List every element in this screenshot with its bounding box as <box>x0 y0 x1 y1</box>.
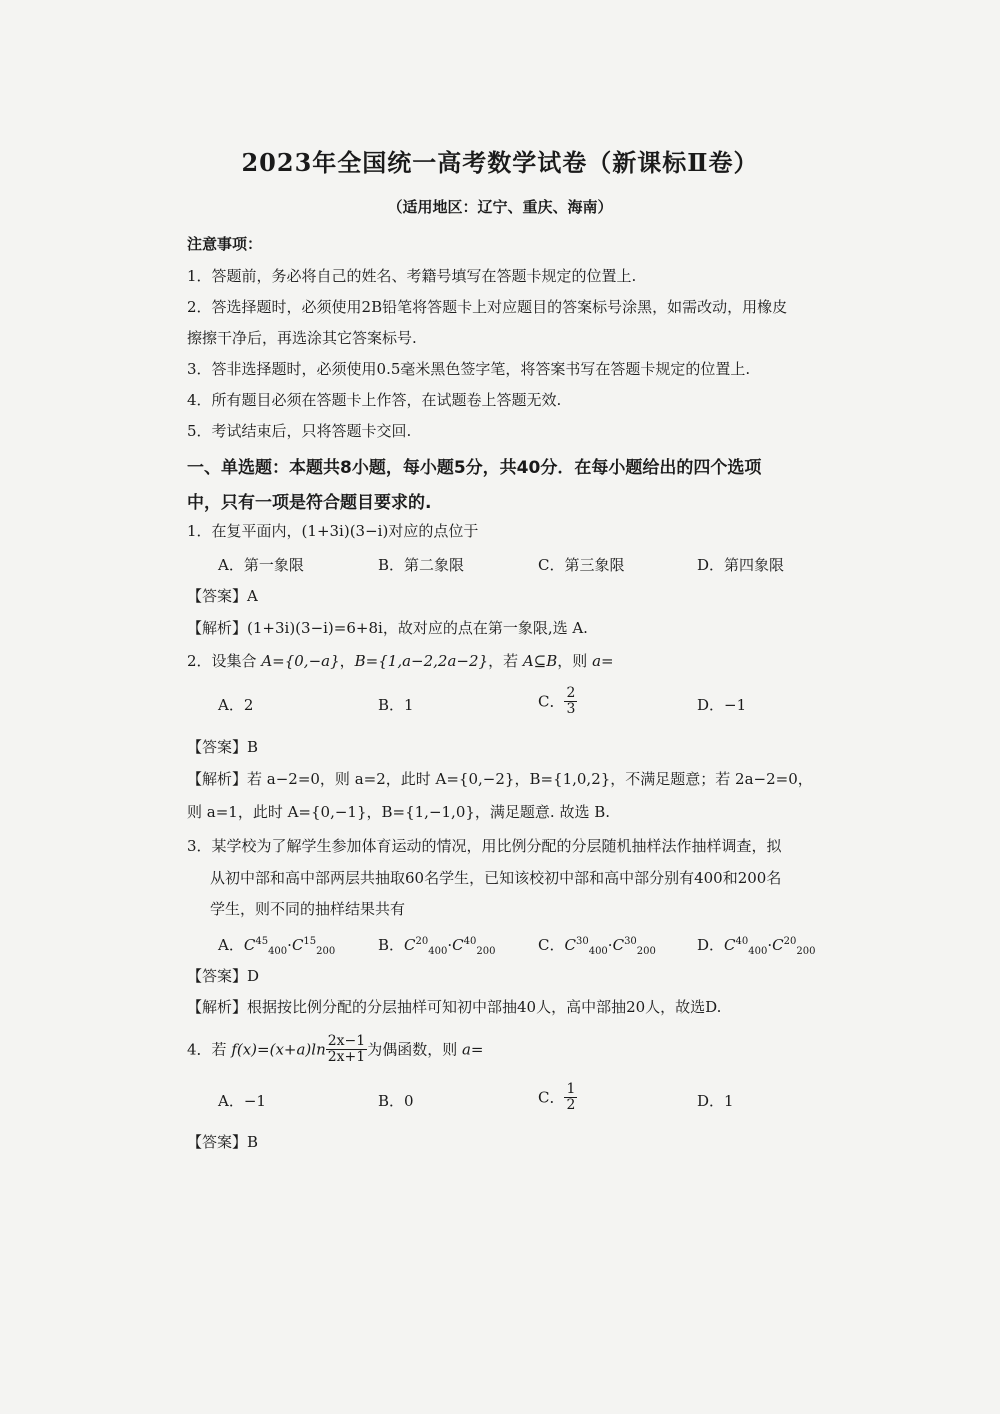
q2-var: a= <box>592 652 614 670</box>
q3-option-b: B．$C^{20}_{400}\cdot C^{40}_{200}$ <box>378 936 496 957</box>
q4-option-c <box>538 1082 577 1113</box>
q4-stem-suffix: 为偶函数，则 <box>367 1040 462 1059</box>
note-3: 3．答非选择题时，必须使用0.5毫米黑色签字笔，将答案书写在答题卡规定的位置上. <box>187 360 751 378</box>
q2-analysis-line2: 则 a=1，此时 A={0,−1}，B={1,−1,0}，满足题意. 故选 B. <box>187 803 611 821</box>
q4-fraction <box>326 1034 367 1065</box>
q4-option-a: A．−1 <box>218 1092 266 1110</box>
q2-set-b: B={1,a−2,2a−2} <box>354 652 489 670</box>
note-1: 1．答题前，务必将自己的姓名、考籍号填写在答题卡规定的位置上. <box>187 267 637 285</box>
q2-stem-prefix: 2．设集合 <box>187 652 262 670</box>
q2-stem-then: ，则 <box>557 652 593 670</box>
note-4: 4．所有题目必须在答题卡上作答，在试题卷上答题无效. <box>187 391 562 409</box>
q4-stem-prefix: 4．若 <box>187 1040 232 1059</box>
q1-option-d: D．第四象限 <box>697 556 785 574</box>
q3-a-c1-sub: 400 <box>268 946 288 957</box>
notes-heading: 注意事项： <box>187 235 263 253</box>
q2-option-c-num: 2 <box>566 685 576 701</box>
q3-option-a-label: A． <box>218 936 244 954</box>
q2-option-b: B．1 <box>378 696 414 714</box>
q2-option-c <box>538 686 577 717</box>
q4-func: f(x)=(x+a)ln <box>231 1040 326 1059</box>
q4-option-c-fraction <box>564 1082 577 1113</box>
q4-stem <box>187 1034 483 1065</box>
q3-b-c1-sup: 20 <box>415 936 429 947</box>
q4-option-b: B．0 <box>378 1092 414 1110</box>
q2-condition: A⊆B <box>522 652 558 670</box>
note-2-cont: 擦擦干净后，再选涂其它答案标号. <box>187 329 417 347</box>
q3-c-c1-sub: 400 <box>588 946 608 957</box>
section1-heading-line2: 中，只有一项是符合题目要求的. <box>187 493 432 513</box>
q3-b-c2-sup: 40 <box>463 936 477 947</box>
q1-analysis-text: ，故对应的点在第一象限,选 A. <box>382 619 588 637</box>
q2-stem <box>187 651 614 671</box>
q1-analysis-label: 【解析】 <box>187 619 248 637</box>
q2-option-c-label: C． <box>538 692 565 711</box>
q1-stem <box>187 521 478 541</box>
q2-stem-if: ，若 <box>488 652 523 670</box>
q3-a-c2-sub: 200 <box>316 946 336 957</box>
q1-answer: 【答案】A <box>187 587 258 605</box>
exam-subtitle: （适用地区：辽宁、重庆、海南） <box>387 198 613 216</box>
note-5: 5．考试结束后，只将答题卡交回. <box>187 422 412 440</box>
q4-option-d: D．1 <box>697 1092 734 1110</box>
q3-c-c2-sup: 30 <box>624 936 637 947</box>
q4-option-c-den: 2 <box>566 1097 576 1113</box>
q3-stem-line3: 学生，则不同的抽样结果共有 <box>210 900 406 918</box>
q3-d-c1-sup: 40 <box>735 936 749 947</box>
q1-stem-prefix: 1．在复平面内， <box>187 522 302 540</box>
q3-stem-line2: 从初中部和高中部两层共抽取60名学生，已知该校初中部和高中部分别有400和200名 <box>210 869 782 887</box>
q3-c-c2-sub: 200 <box>636 946 656 957</box>
q3-d-c1-sub: 400 <box>748 946 768 957</box>
q4-fraction-den: 2x+1 <box>327 1049 366 1065</box>
q4-option-c-label: C． <box>538 1088 565 1107</box>
q3-option-d: D．$C^{40}_{400}\cdot C^{20}_{200}$ <box>697 936 816 957</box>
q2-option-c-fraction <box>564 686 577 717</box>
q1-option-a: A．第一象限 <box>218 556 304 574</box>
q1-analysis-expr: (1+3i)(3−i)=6+8i <box>247 619 383 637</box>
q3-c-c1-sup: 30 <box>575 936 589 947</box>
q3-option-c: C．$C^{30}_{400}\cdot C^{30}_{200}$ <box>538 936 656 957</box>
q4-answer: 【答案】B <box>187 1133 259 1151</box>
q3-b-c1-sub: 400 <box>428 946 448 957</box>
q4-option-c-num: 1 <box>566 1081 576 1097</box>
exam-title: 2023年全国统一高考数学试卷（新课标Ⅱ卷） <box>241 148 759 177</box>
q3-b-c2-sub: 200 <box>476 946 496 957</box>
q3-analysis: 【解析】根据按比例分配的分层抽样可知初中部抽40人，高中部抽20人，故选D. <box>187 998 722 1016</box>
q3-option-c-label: C． <box>538 936 565 954</box>
q2-option-c-den: 3 <box>566 701 576 717</box>
q3-d-c2-sup: 20 <box>783 936 797 947</box>
q2-sep: ， <box>339 652 355 670</box>
q1-expr: (1+3i)(3−i) <box>301 522 389 540</box>
q1-option-c: C．第三象限 <box>538 556 625 574</box>
q3-stem-line1: 3．某学校为了解学生参加体育运动的情况，用比例分配的分层随机抽样法作抽样调查，拟 <box>187 837 782 855</box>
q3-option-b-label: B． <box>378 936 405 954</box>
q1-option-b: B．第二象限 <box>378 556 465 574</box>
note-2: 2．答选择题时，必须使用2B铅笔将答题卡上对应题目的答案标号涂黑，如需改动，用橡皮 <box>187 298 788 316</box>
q2-option-a: A．2 <box>218 696 254 714</box>
q2-analysis-line1: 【解析】若 a−2=0，则 a=2，此时 A={0,−2}，B={1,0,2}，不满足题意；若 2a−2=0， <box>187 770 813 788</box>
q1-stem-suffix: 对应的点位于 <box>388 522 479 540</box>
q2-set-a: A={0,−a} <box>261 652 340 670</box>
q3-option-d-label: D． <box>697 936 725 954</box>
q3-a-c2-sup: 15 <box>303 936 317 947</box>
q3-d-c2-sub: 200 <box>796 946 816 957</box>
q3-answer: 【答案】D <box>187 967 260 985</box>
q2-answer: 【答案】B <box>187 738 259 756</box>
q3-option-a: A．$C^{45}_{400}\cdot C^{15}_{200}$ <box>218 936 336 957</box>
section1-heading-line1: 一、单选题：本题共8小题，每小题5分，共40分．在每小题给出的四个选项 <box>187 458 762 478</box>
q3-a-c1-sup: 45 <box>255 936 269 947</box>
q1-analysis <box>187 618 588 638</box>
q4-var: a= <box>461 1040 484 1059</box>
q4-fraction-num: 2x−1 <box>327 1033 366 1049</box>
q2-option-d: D．−1 <box>697 696 747 714</box>
